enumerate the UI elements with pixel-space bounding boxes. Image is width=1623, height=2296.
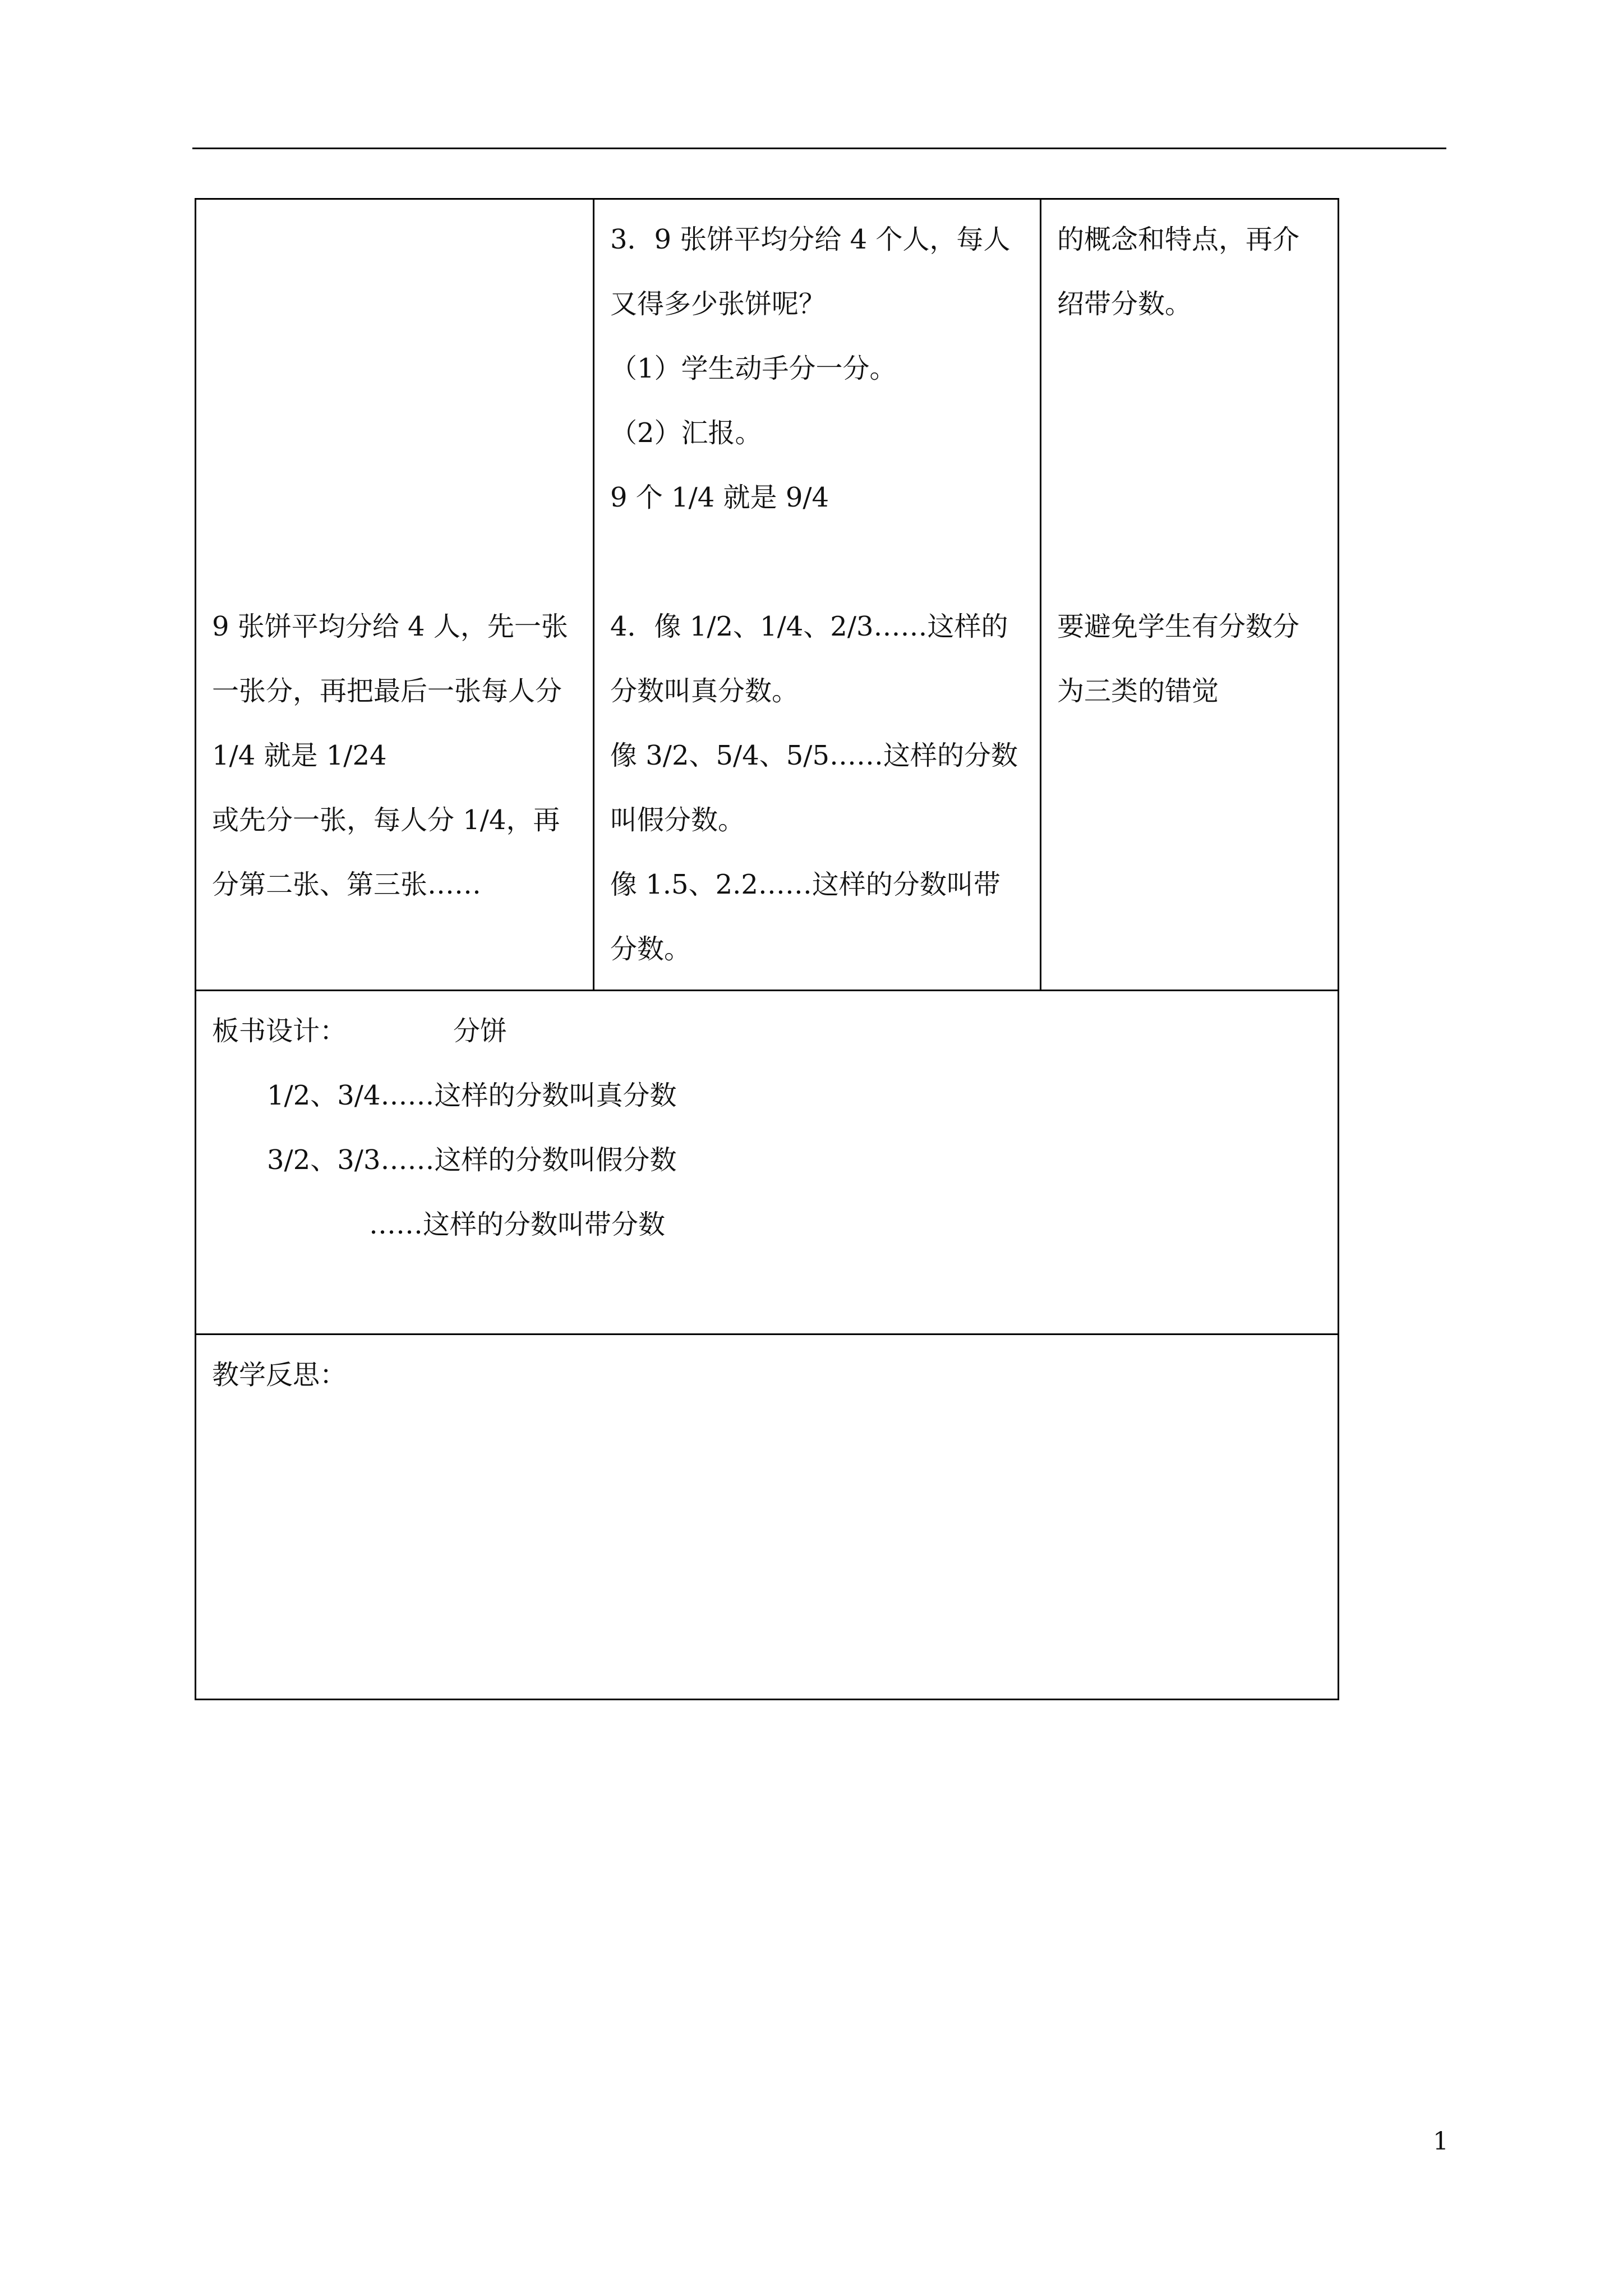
process-line: 叫假分数。 bbox=[610, 804, 745, 836]
header-rule bbox=[192, 148, 1446, 149]
process-line: 4．像 1/2、1/4、2/3……这样的 bbox=[610, 611, 1008, 642]
student-activity-cell bbox=[196, 199, 594, 991]
board-design-row bbox=[196, 991, 1339, 1335]
activity-line: 1/4 就是 1/24 bbox=[212, 740, 387, 771]
activity-line: 9 张饼平均分给 4 人，先一张 bbox=[212, 611, 568, 642]
board-design-label: 板书设计： bbox=[212, 1015, 347, 1047]
process-line: 分数。 bbox=[610, 933, 691, 965]
process-line: 9 个 1/4 就是 9/4 bbox=[610, 482, 829, 513]
activity-line: 或先分一张，每人分 1/4，再 bbox=[212, 804, 560, 836]
activity-line: 一张分，再把最后一张每人分 bbox=[212, 675, 562, 707]
board-line-mixed: ……这样的分数叫带分数 bbox=[369, 1209, 666, 1240]
board-line-improper: 3/2、3/3……这样的分数叫假分数 bbox=[267, 1144, 677, 1176]
intent-line: 绍带分数。 bbox=[1057, 288, 1192, 320]
process-line: 像 1.5、2.2……这样的分数叫带 bbox=[610, 869, 1000, 900]
process-line: 像 3/2、5/4、5/5……这样的分数 bbox=[610, 740, 1018, 771]
teaching-process-cell bbox=[594, 199, 1041, 991]
activity-line: 分第二张、第三张…… bbox=[212, 869, 482, 900]
lesson-steps-row bbox=[196, 199, 1339, 991]
reflection-row bbox=[196, 1335, 1339, 1700]
process-line: （2）汇报。 bbox=[610, 417, 762, 449]
intent-line: 要避免学生有分数分 bbox=[1057, 611, 1300, 642]
board-design-title: 分饼 bbox=[453, 1015, 508, 1047]
design-intent-cell bbox=[1041, 199, 1339, 991]
intent-line: 的概念和特点，再介 bbox=[1057, 224, 1300, 255]
reflection-label: 教学反思： bbox=[212, 1359, 347, 1391]
process-line: （1）学生动手分一分。 bbox=[610, 353, 897, 384]
lesson-plan-table bbox=[195, 198, 1339, 1700]
reflection-cell bbox=[196, 1335, 1339, 1700]
process-line: 3．9 张饼平均分给 4 个人，每人 bbox=[610, 224, 1011, 255]
board-design-cell bbox=[196, 991, 1339, 1335]
page-number: 1 bbox=[1433, 2127, 1449, 2156]
board-line-proper: 1/2、3/4……这样的分数叫真分数 bbox=[267, 1080, 677, 1111]
process-line: 分数叫真分数。 bbox=[610, 675, 799, 707]
process-line: 又得多少张饼呢？ bbox=[610, 288, 826, 320]
intent-line: 为三类的错觉 bbox=[1057, 675, 1219, 707]
